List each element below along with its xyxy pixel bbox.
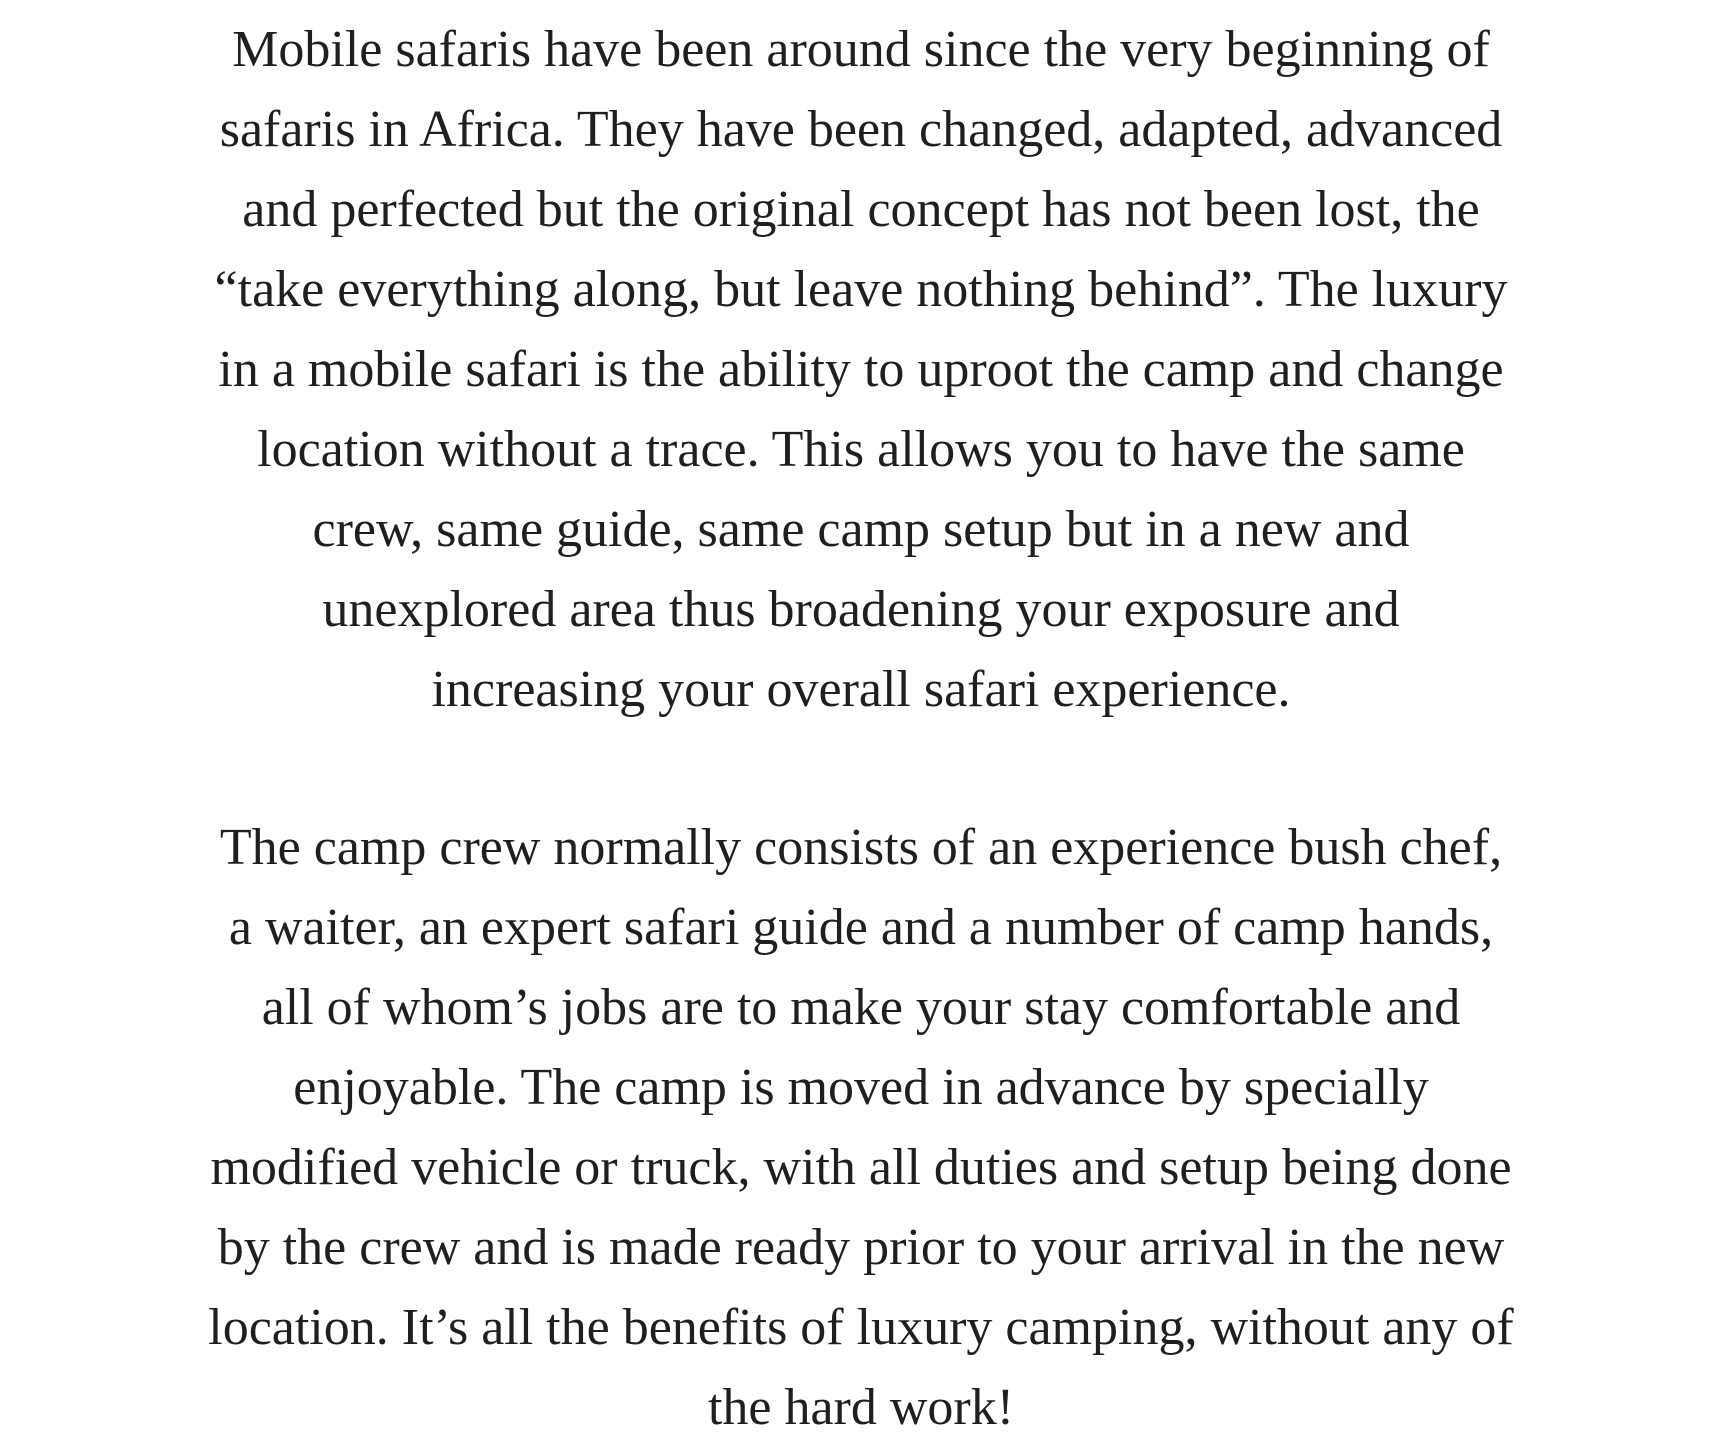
paragraph-camp-crew	[96, 808, 1626, 1448]
text-line: “take everything along, but leave nothing behind”. The luxury	[214, 261, 1508, 318]
text-line: by the crew and is made ready prior to your arrival in the new	[217, 1219, 1505, 1276]
text-line: the hard work!	[707, 1379, 1015, 1436]
text-line: crew, same guide, same camp setup but in a new and	[312, 501, 1410, 558]
text-line: in a mobile safari is the ability to uproot the camp and change	[218, 341, 1504, 398]
text-line: increasing your overall safari experience.	[431, 661, 1291, 718]
paragraph-mobile-safaris	[96, 10, 1626, 730]
text-line: The camp crew normally consists of an experience bush chef,	[219, 819, 1503, 876]
text-line: a waiter, an expert safari guide and a number of camp hands,	[228, 899, 1494, 956]
text-line: location without a trace. This allows you to have the same	[257, 421, 1465, 478]
article-body	[96, 0, 1626, 1448]
text-line: modified vehicle or truck, with all duties and setup being done	[210, 1139, 1512, 1196]
text-line: all of whom’s jobs are to make your stay comfortable and	[261, 979, 1461, 1036]
text-line: Mobile safaris have been around since the very beginning of	[232, 21, 1490, 78]
text-line: unexplored area thus broadening your exposure and	[322, 581, 1400, 638]
text-line: and perfected but the original concept has not been lost, the	[242, 181, 1480, 238]
text-line: enjoyable. The camp is moved in advance by specially	[293, 1059, 1429, 1116]
text-line: location. It’s all the benefits of luxury camping, without any of	[208, 1299, 1514, 1356]
text-line: safaris in Africa. They have been changed, adapted, advanced	[219, 101, 1503, 158]
